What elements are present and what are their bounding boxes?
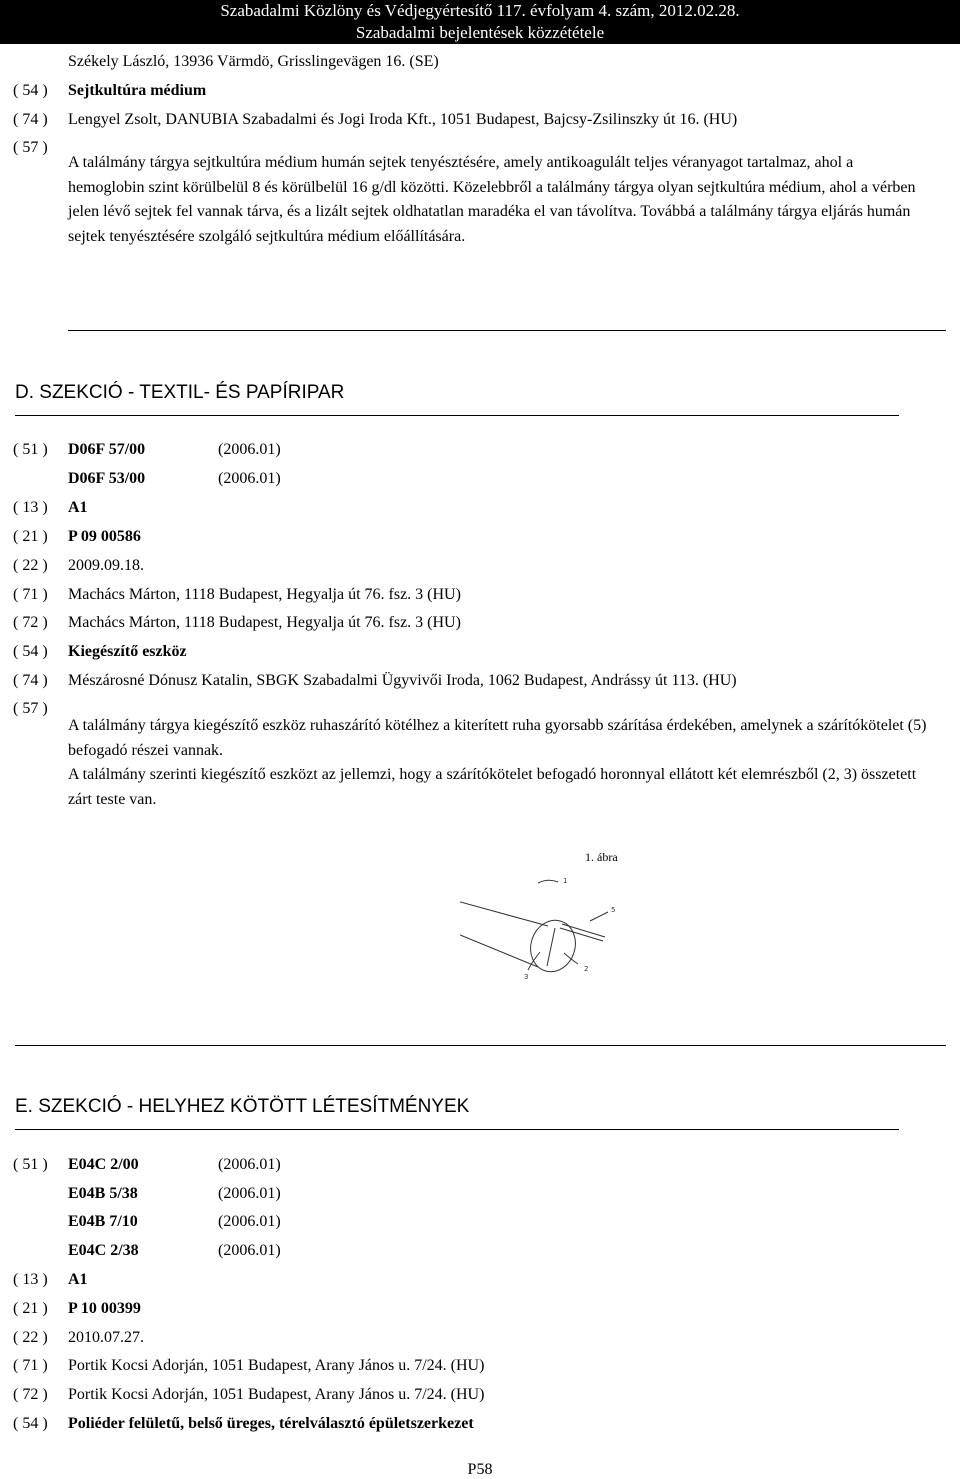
code-54: ( 54 ) xyxy=(13,643,48,660)
section-d-underline xyxy=(15,415,899,416)
patent-title: Kiegészítő eszköz xyxy=(68,643,187,660)
figure-label: 1 xyxy=(563,877,568,885)
ipc-class: E04B 5/38 xyxy=(68,1185,138,1202)
code-22: ( 22 ) xyxy=(13,557,48,574)
section-e-title: E. SZEKCIÓ - HELYHEZ KÖTÖTT LÉTESÍTMÉNYEK xyxy=(15,1096,470,1117)
cylinder-edge xyxy=(460,900,548,926)
code-72: ( 72 ) xyxy=(13,1386,48,1403)
journal-title: Szabadalmi Közlöny és Védjegyértesítő 117. évfolyam 4. szám, 2012.02.28. xyxy=(220,1,740,20)
agent-text: Lengyel Zsolt, DANUBIA Szabadalmi és Jogi Iroda Kft., 1051 Budapest, Bajcsy-Zsilinszky út 16. (HU) xyxy=(68,111,738,128)
application-number: P 10 00399 xyxy=(68,1300,141,1317)
abstract-paragraph-1: A találmány tárgya kiegészítő eszköz ruhaszárító kötélhez a kiterített ruha gyorsabb szárítása érdekében, amelynek a szárítókötelet (5) befogadó részei vannak. xyxy=(68,717,927,759)
journal-subtitle: Szabadalmi bejelentések közzététele xyxy=(355,23,605,42)
applicant-text: Machács Márton, 1118 Budapest, Hegyalja út 76. fsz. 3 (HU) xyxy=(68,586,461,603)
ipc-class: E04C 2/38 xyxy=(68,1242,139,1259)
code-71: ( 71 ) xyxy=(13,586,48,603)
applicant-text: Portik Kocsi Adorján, 1051 Budapest, Arany János u. 7/24. (HU) xyxy=(68,1357,485,1374)
kind-code: A1 xyxy=(68,499,88,516)
code-74: ( 74 ) xyxy=(13,672,48,689)
leader-line xyxy=(590,912,608,921)
code-54: ( 54 ) xyxy=(13,82,48,99)
code-57: ( 57 ) xyxy=(13,700,48,717)
ipc-date: (2006.01) xyxy=(218,1242,281,1259)
page-header xyxy=(0,0,960,44)
patent-figure xyxy=(460,842,630,992)
section-divider xyxy=(15,1045,946,1046)
agent-text: Mészárosné Dónusz Katalin, SBGK Szabadalmi Ügyvivői Iroda, 1062 Budapest, Andrássy út 113. (HU) xyxy=(68,672,737,689)
code-51: ( 51 ) xyxy=(13,1156,48,1173)
leader-line xyxy=(564,953,578,964)
code-74: ( 74 ) xyxy=(13,111,48,128)
leader-line xyxy=(538,880,558,883)
cylinder-edge xyxy=(460,930,538,967)
inventor-text: Székely László, 13936 Värmdö, Grisslingevägen 16. (SE) xyxy=(68,53,439,70)
figure-label: 2 xyxy=(584,965,589,973)
figure-label: 5 xyxy=(611,906,616,914)
cylinder-end xyxy=(524,914,582,977)
code-54: ( 54 ) xyxy=(13,1415,48,1432)
patent-title: Sejtkultúra médium xyxy=(68,82,207,99)
abstract-text: A találmány tárgya sejtkultúra médium humán sejtek tenyésztésére, amely antikoagulált teljes véranyagot tartalmaz, ahol a hemoglobin szint körülbelül 8 és körülbelül 16 g/dl közötti. Közelebbről a találmány tárgya olyan sejtkultúra médium, ahol a vérben jelen lévő sejtek fel vannak tárva, és a lizált sejtek oldhatatlan maradéka el van távolítva. Továbbá a találmány tárgya eljárás humán sejtek tenyésztésére szolgáló sejtkultúra médium előállítására. xyxy=(68,154,916,245)
ipc-date: (2006.01) xyxy=(218,441,281,458)
code-51: ( 51 ) xyxy=(13,441,48,458)
ipc-class: E04B 7/10 xyxy=(68,1213,138,1230)
figure-label: 3 xyxy=(524,973,529,981)
page-number: P58 xyxy=(467,1461,493,1478)
code-72: ( 72 ) xyxy=(13,614,48,631)
code-21: ( 21 ) xyxy=(13,528,48,545)
code-13: ( 13 ) xyxy=(13,1271,48,1288)
code-13: ( 13 ) xyxy=(13,499,48,516)
ipc-class: D06F 57/00 xyxy=(68,441,146,458)
filing-date: 2010.07.27. xyxy=(68,1329,144,1346)
section-e-underline xyxy=(15,1129,899,1130)
section-d-title: D. SZEKCIÓ - TEXTIL- ÉS PAPÍRIPAR xyxy=(15,382,345,403)
code-57: ( 57 ) xyxy=(13,139,48,156)
filing-date: 2009.09.18. xyxy=(68,557,144,574)
ipc-date: (2006.01) xyxy=(218,470,281,487)
section-divider xyxy=(68,330,946,331)
figure-drawing xyxy=(460,842,630,992)
ipc-class: E04C 2/00 xyxy=(68,1156,139,1173)
figure-caption: 1. ábra xyxy=(585,850,618,864)
groove-line xyxy=(547,928,555,966)
ipc-class: D06F 53/00 xyxy=(68,470,146,487)
code-71: ( 71 ) xyxy=(13,1357,48,1374)
patent-title: Poliéder felületű, belső üreges, térelválasztó épületszerkezet xyxy=(68,1415,474,1432)
inventor-text: Machács Márton, 1118 Budapest, Hegyalja út 76. fsz. 3 (HU) xyxy=(68,614,461,631)
ipc-date: (2006.01) xyxy=(218,1213,281,1230)
inventor-text: Portik Kocsi Adorján, 1051 Budapest, Arany János u. 7/24. (HU) xyxy=(68,1386,485,1403)
abstract-paragraph-2: A találmány szerinti kiegészítő eszközt az jellemzi, hogy a szárítókötelet befogadó horonnyal ellátott két elemrészből (2, 3) összetett zárt teste van. xyxy=(68,766,917,808)
application-number: P 09 00586 xyxy=(68,528,141,545)
kind-code: A1 xyxy=(68,1271,88,1288)
ipc-date: (2006.01) xyxy=(218,1185,281,1202)
ipc-date: (2006.01) xyxy=(218,1156,281,1173)
code-21: ( 21 ) xyxy=(13,1300,48,1317)
code-22: ( 22 ) xyxy=(13,1329,48,1346)
